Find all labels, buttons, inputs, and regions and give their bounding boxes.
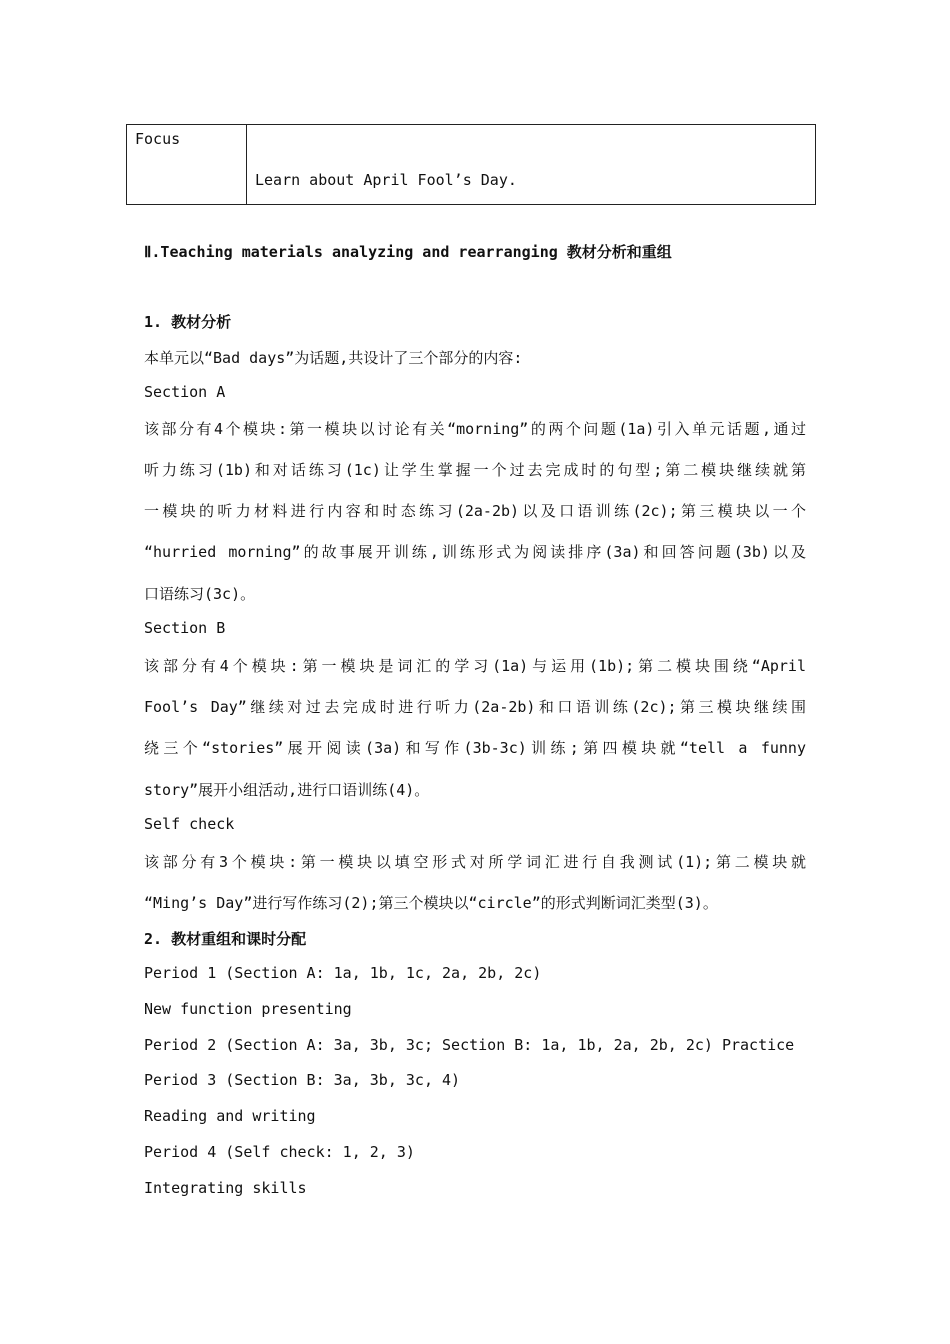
section-b-line: 该部分有4个模块:第一模块是词汇的学习(1a)与运用(1b);第二模块围绕“April bbox=[144, 657, 806, 675]
part1-intro: 本单元以“Bad days”为话题,共设计了三个部分的内容: bbox=[144, 349, 523, 367]
section-a-line: 该部分有4个模块:第一模块以讨论有关“morning”的两个问题(1a)引入单元话题,通过 bbox=[144, 420, 806, 438]
period-line: Period 3 (Section B: 3a, 3b, 3c, 4) bbox=[144, 1071, 461, 1089]
part2-heading: 2. 教材重组和课时分配 bbox=[144, 930, 307, 948]
section-a-line: “hurried morning”的故事展开训练,训练形式为阅读排序(3a)和回答问题(3b)以及 bbox=[144, 543, 806, 561]
period-line: Reading and writing bbox=[144, 1107, 316, 1125]
section-heading: Ⅱ.Teaching materials analyzing and rearranging 教材分析和重组 bbox=[144, 243, 672, 261]
section-a-line: 口语练习(3c)。 bbox=[144, 585, 256, 603]
period-line: Integrating skills bbox=[144, 1179, 307, 1197]
self-check-line: “Ming’s Day”进行写作练习(2);第三个模块以“circle”的形式判断词汇类型(3)。 bbox=[144, 894, 718, 912]
section-b-line: 绕三个“stories”展开阅读(3a)和写作(3b-3c)训练;第四模块就“tell a funny bbox=[144, 739, 806, 757]
part1-heading: 1. 教材分析 bbox=[144, 313, 232, 331]
self-check-title: Self check bbox=[144, 815, 235, 833]
period-line: Period 2 (Section A: 3a, 3b, 3c; Section B: 1a, 1b, 2a, 2b, 2c) Practice bbox=[144, 1036, 795, 1054]
self-check-line: 该部分有3个模块:第一模块以填空形式对所学词汇进行自我测试(1);第二模块就 bbox=[144, 853, 806, 871]
period-line: Period 1 (Section A: 1a, 1b, 1c, 2a, 2b, 2c) bbox=[144, 964, 542, 982]
focus-row bbox=[127, 125, 816, 205]
focus-table bbox=[126, 124, 816, 205]
section-b-title: Section B bbox=[144, 619, 226, 637]
section-a-line: 一模块的听力材料进行内容和时态练习(2a-2b)以及口语训练(2c);第三模块以一个 bbox=[144, 502, 806, 520]
section-a-title: Section A bbox=[144, 383, 226, 401]
focus-label: Focus bbox=[127, 125, 247, 205]
focus-value: Learn about April Fool’s Day. bbox=[247, 125, 816, 205]
period-line: New function presenting bbox=[144, 1000, 352, 1018]
section-a-line: 听力练习(1b)和对话练习(1c)让学生掌握一个过去完成时的句型;第二模块继续就第 bbox=[144, 461, 806, 479]
section-b-line: Fool’s Day”继续对过去完成时进行听力(2a-2b)和口语训练(2c);第三模块继续围 bbox=[144, 698, 806, 716]
period-line: Period 4 (Self check: 1, 2, 3) bbox=[144, 1143, 415, 1161]
section-b-line: story”展开小组活动,进行口语训练(4)。 bbox=[144, 781, 430, 799]
